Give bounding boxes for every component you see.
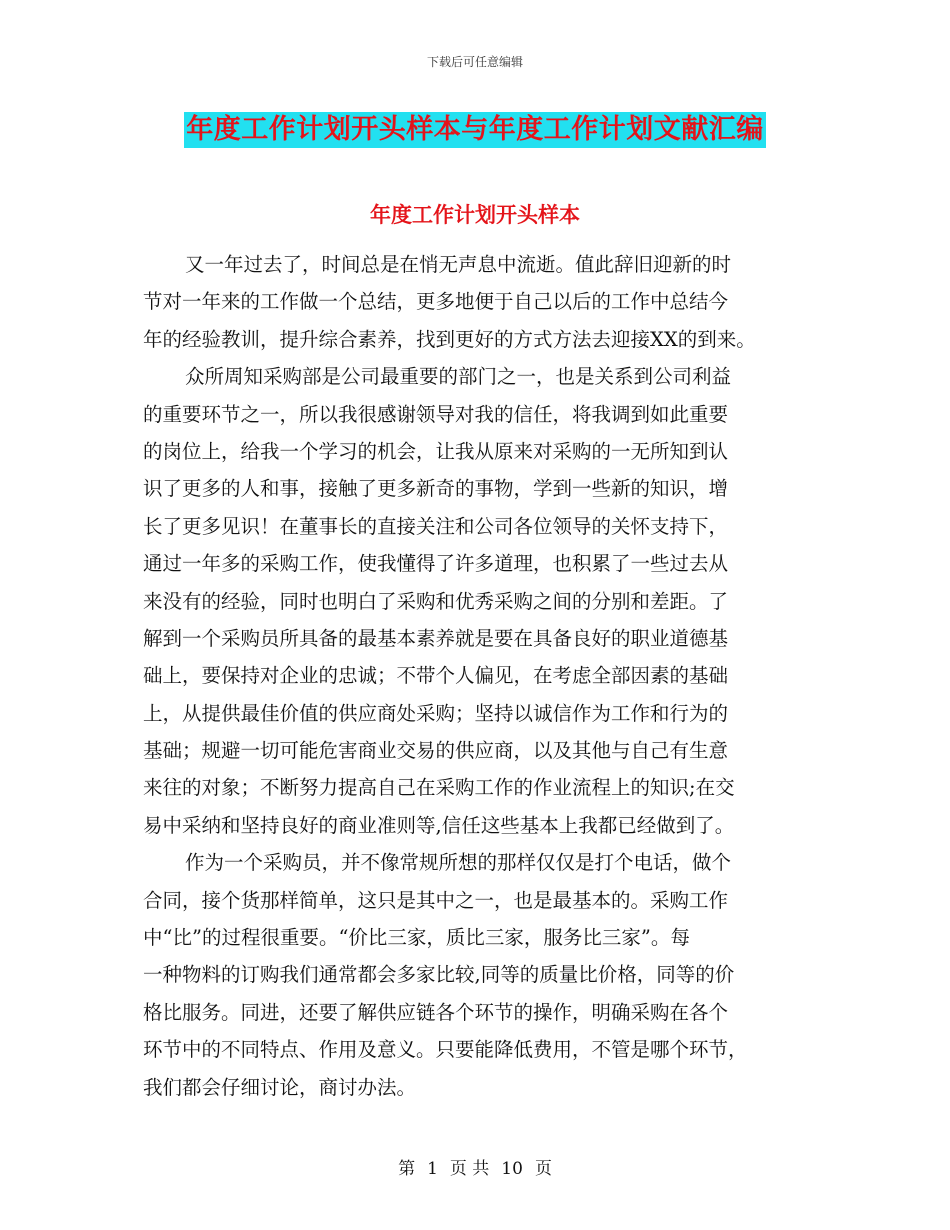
main-title: 年度工作计划开头样本与年度工作计划文献汇编: [184, 112, 766, 148]
footer-mid: 页 共: [449, 1159, 490, 1179]
paragraph-2: [143, 358, 810, 844]
body-text: [143, 246, 810, 1106]
text-line: 识了更多的人和事，接触了更多新奇的事物，学到一些新的知识，增: [143, 477, 729, 501]
text-line: 长了更多见识！在董事长的直接关注和公司各位领导的关怀支持下，: [143, 514, 729, 538]
footer-suffix: 页: [534, 1159, 552, 1179]
footer-prefix: 第: [398, 1159, 416, 1179]
text-line: 来没有的经验，同时也明白了采购和优秀采购之间的分别和差距。了: [143, 589, 729, 613]
text-line: 格比服务。同进，还要了解供应链各个环节的操作，明确采购在各个: [143, 1000, 729, 1024]
text-line: 基础；规避一切可能危害商业交易的供应商，以及其他与自己有生意: [143, 739, 729, 763]
text-line: 中“比”的过程很重要。“价比三家，质比三家，服务比三家”。每: [143, 926, 690, 950]
text-line: 节对一年来的工作做一个总结，更多地便于自己以后的工作中总结今: [143, 290, 729, 314]
text-line: 一种物料的订购我们通常都会多家比较,同等的质量比价格，同等的价: [143, 963, 735, 987]
text-line: 我们都会仔细讨论，商讨办法。: [143, 1075, 417, 1099]
footer-page-number: 1: [427, 1159, 438, 1179]
text-line: 的岗位上，给我一个学习的机会，让我从原来对采购的一无所知到认: [143, 439, 729, 463]
header-note: 下载后可任意编辑: [426, 55, 523, 69]
text-line: 易中采纳和坚持良好的商业准则等,信任这些基本上我都已经做到了。: [143, 813, 735, 837]
text-line: 合同，接个货那样简单，这只是其中之一，也是最基本的。采购工作: [143, 888, 729, 912]
paragraph-1: [143, 246, 810, 358]
footer-total-pages: 10: [501, 1159, 523, 1179]
text-line: 的重要环节之一，所以我很感谢领导对我的信任，将我调到如此重要: [143, 402, 729, 426]
text-line: 上，从提供最佳价值的供应商处采购；坚持以诚信作为工作和行为的: [143, 701, 729, 725]
text-line: 通过一年多的采购工作，使我懂得了许多道理，也积累了一些过去从: [143, 552, 729, 576]
paragraph-3: [143, 844, 810, 1106]
main-title-container: [0, 112, 950, 148]
text-line: 础上，要保持对企业的忠诚；不带个人偏见，在考虑全部因素的基础: [143, 664, 729, 688]
text-line: 作为一个采购员，并不像常规所想的那样仅仅是打个电话，做个: [185, 851, 732, 875]
text-line: 解到一个采购员所具备的最基本素养就是要在具备良好的职业道德基: [143, 626, 729, 650]
text-line: 年的经验教训，提升综合素养，找到更好的方式方法去迎接XX的到来。: [143, 327, 756, 351]
page-footer: [0, 1154, 950, 1179]
section-title: 年度工作计划开头样本: [370, 202, 580, 227]
text-line: 来往的对象；不断努力提高自己在采购工作的作业流程上的知识;在交: [143, 776, 735, 800]
text-line: 众所周知采购部是公司最重要的部门之一，也是关系到公司利益: [185, 365, 732, 389]
text-line: 环节中的不同特点、作用及意义。只要能降低费用，不管是哪个环节，: [143, 1038, 748, 1062]
text-line: 又一年过去了，时间总是在悄无声息中流逝。值此辞旧迎新的时: [185, 253, 732, 276]
